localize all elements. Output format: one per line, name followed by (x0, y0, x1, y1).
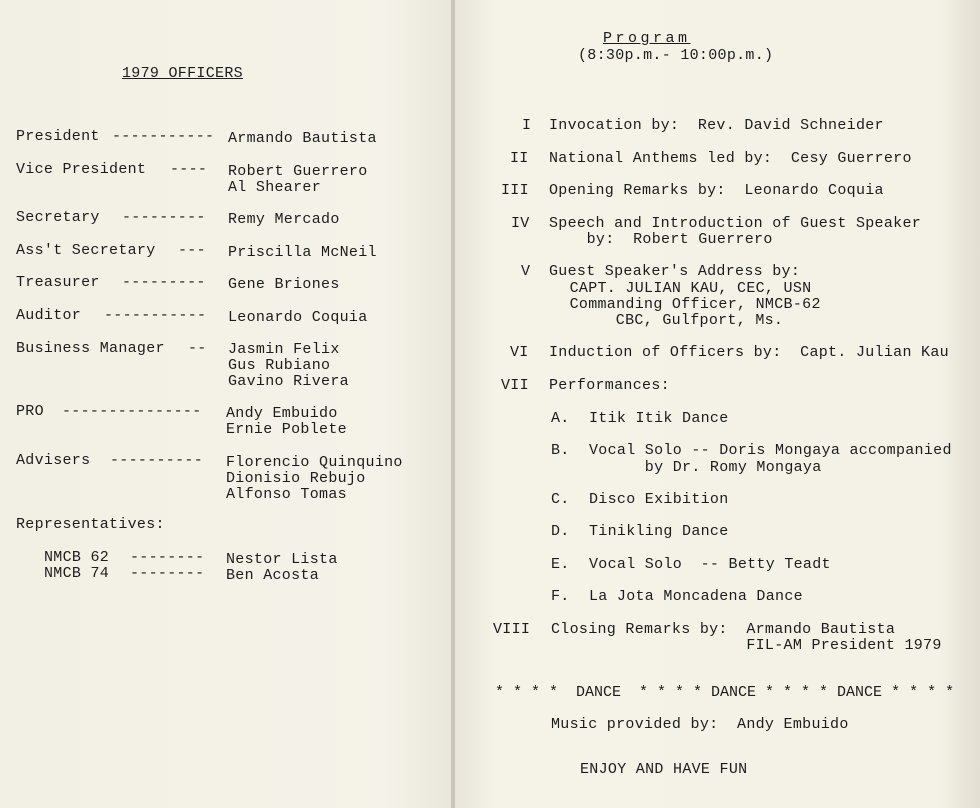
role-dashes: ----------- (104, 307, 207, 324)
program-item: National Anthems led by: Cesy Guerrero (549, 150, 912, 167)
item-number: VIII (493, 621, 531, 638)
performance-letter: F. (551, 588, 570, 605)
program-item: CAPT. JULIAN KAU, CEC, USN (551, 280, 812, 297)
role-dashes: -------- (130, 565, 205, 582)
performance-item: Tinikling Dance (589, 523, 729, 540)
role-dashes: -- (188, 340, 207, 357)
officer-name: Robert Guerrero (228, 163, 368, 180)
officer-name: Florencio Quinquino (226, 454, 403, 471)
performance-item: La Jota Moncadena Dance (589, 588, 803, 605)
program-item: CBC, Gulfport, Ms. (560, 312, 784, 329)
role-advisers: Advisers (16, 452, 91, 469)
program-item: by: Robert Guerrero (568, 231, 773, 248)
item-number: IV (511, 215, 530, 232)
representatives-label: Representatives: (16, 516, 165, 533)
item-number: II (510, 150, 529, 167)
officer-name: Gus Rubiano (228, 357, 331, 374)
performance-item: by Dr. Romy Mongaya (589, 459, 822, 476)
officer-name: Alfonso Tomas (226, 486, 347, 503)
role-dashes: ---------- (110, 452, 204, 469)
officer-name: Jasmin Felix (228, 341, 340, 358)
program-item: FIL-AM President 1979 (551, 637, 942, 654)
program-item: Opening Remarks by: Leonardo Coquia (549, 182, 884, 199)
item-number: VII (501, 377, 529, 394)
performance-letter: A. (551, 410, 570, 427)
program-item: Speech and Introduction of Guest Speaker (549, 215, 922, 232)
music-credit: Music provided by: Andy Embuido (551, 716, 849, 733)
rep-name: Ben Acosta (226, 567, 320, 584)
performance-letter: E. (551, 556, 570, 573)
role-dashes: --------- (122, 274, 206, 291)
officer-name: Gene Briones (228, 276, 340, 293)
performance-item: Vocal Solo -- Doris Mongaya accompanied (589, 442, 952, 459)
performance-item: Itik Itik Dance (589, 410, 729, 427)
role-vice-president: Vice President (16, 161, 147, 178)
officer-name: Al Shearer (228, 179, 322, 196)
officer-name: Armando Bautista (228, 130, 377, 147)
performance-item: Vocal Solo -- Betty Teadt (589, 556, 831, 573)
item-number: I (522, 117, 532, 134)
performance-letter: C. (551, 491, 570, 508)
role-dashes: -------- (130, 549, 205, 566)
program-title: Program (603, 30, 691, 47)
officers-title: 1979 OFFICERS (122, 65, 243, 82)
item-number: VI (510, 344, 529, 361)
role-dashes: --- (178, 242, 206, 259)
role-auditor: Auditor (16, 307, 82, 324)
dance-line: * * * * DANCE * * * * DANCE * * * * DANCE * * * * (495, 685, 955, 701)
program-item: Invocation by: Rev. David Schneider (549, 117, 884, 134)
program-item: Commanding Officer, NMCB-62 (551, 296, 821, 313)
role-secretary: Secretary (16, 209, 100, 226)
role-dashes: ---- (170, 161, 208, 178)
officer-name: Andy Embuido (226, 405, 338, 422)
officer-name: Ernie Poblete (226, 421, 347, 438)
item-number: III (501, 182, 529, 199)
officer-name: Priscilla McNeil (228, 244, 377, 261)
enjoy-message: ENJOY AND HAVE FUN (580, 761, 748, 778)
role-asst-secretary: Ass't Secretary (16, 242, 156, 259)
program-item: Guest Speaker's Address by: (549, 263, 801, 280)
officer-name: Dionisio Rebujo (226, 470, 366, 487)
program-item: Closing Remarks by: Armando Bautista (551, 621, 896, 638)
officer-name: Remy Mercado (228, 211, 340, 228)
program-item: Performances: (549, 377, 670, 394)
officer-name: Gavino Rivera (228, 373, 349, 390)
role-dashes: --------------- (62, 403, 202, 420)
officer-name: Leonardo Coquia (228, 309, 368, 326)
rep-unit: NMCB 62 (44, 549, 110, 566)
role-pro: PRO (16, 403, 44, 420)
role-dashes: --------- (122, 209, 206, 226)
role-president: President (16, 128, 100, 145)
rep-name: Nestor Lista (226, 551, 338, 568)
program-time: (8:30p.m.- 10:00p.m.) (578, 47, 774, 64)
performance-letter: D. (551, 523, 570, 540)
program-item: Induction of Officers by: Capt. Julian Kau (549, 344, 949, 361)
item-number: V (521, 263, 531, 280)
performance-item: Disco Exibition (589, 491, 729, 508)
role-dashes: ----------- (112, 128, 215, 145)
role-treasurer: Treasurer (16, 274, 100, 291)
performance-letter: B. (551, 442, 570, 459)
role-business-manager: Business Manager (16, 340, 165, 357)
rep-unit: NMCB 74 (44, 565, 110, 582)
